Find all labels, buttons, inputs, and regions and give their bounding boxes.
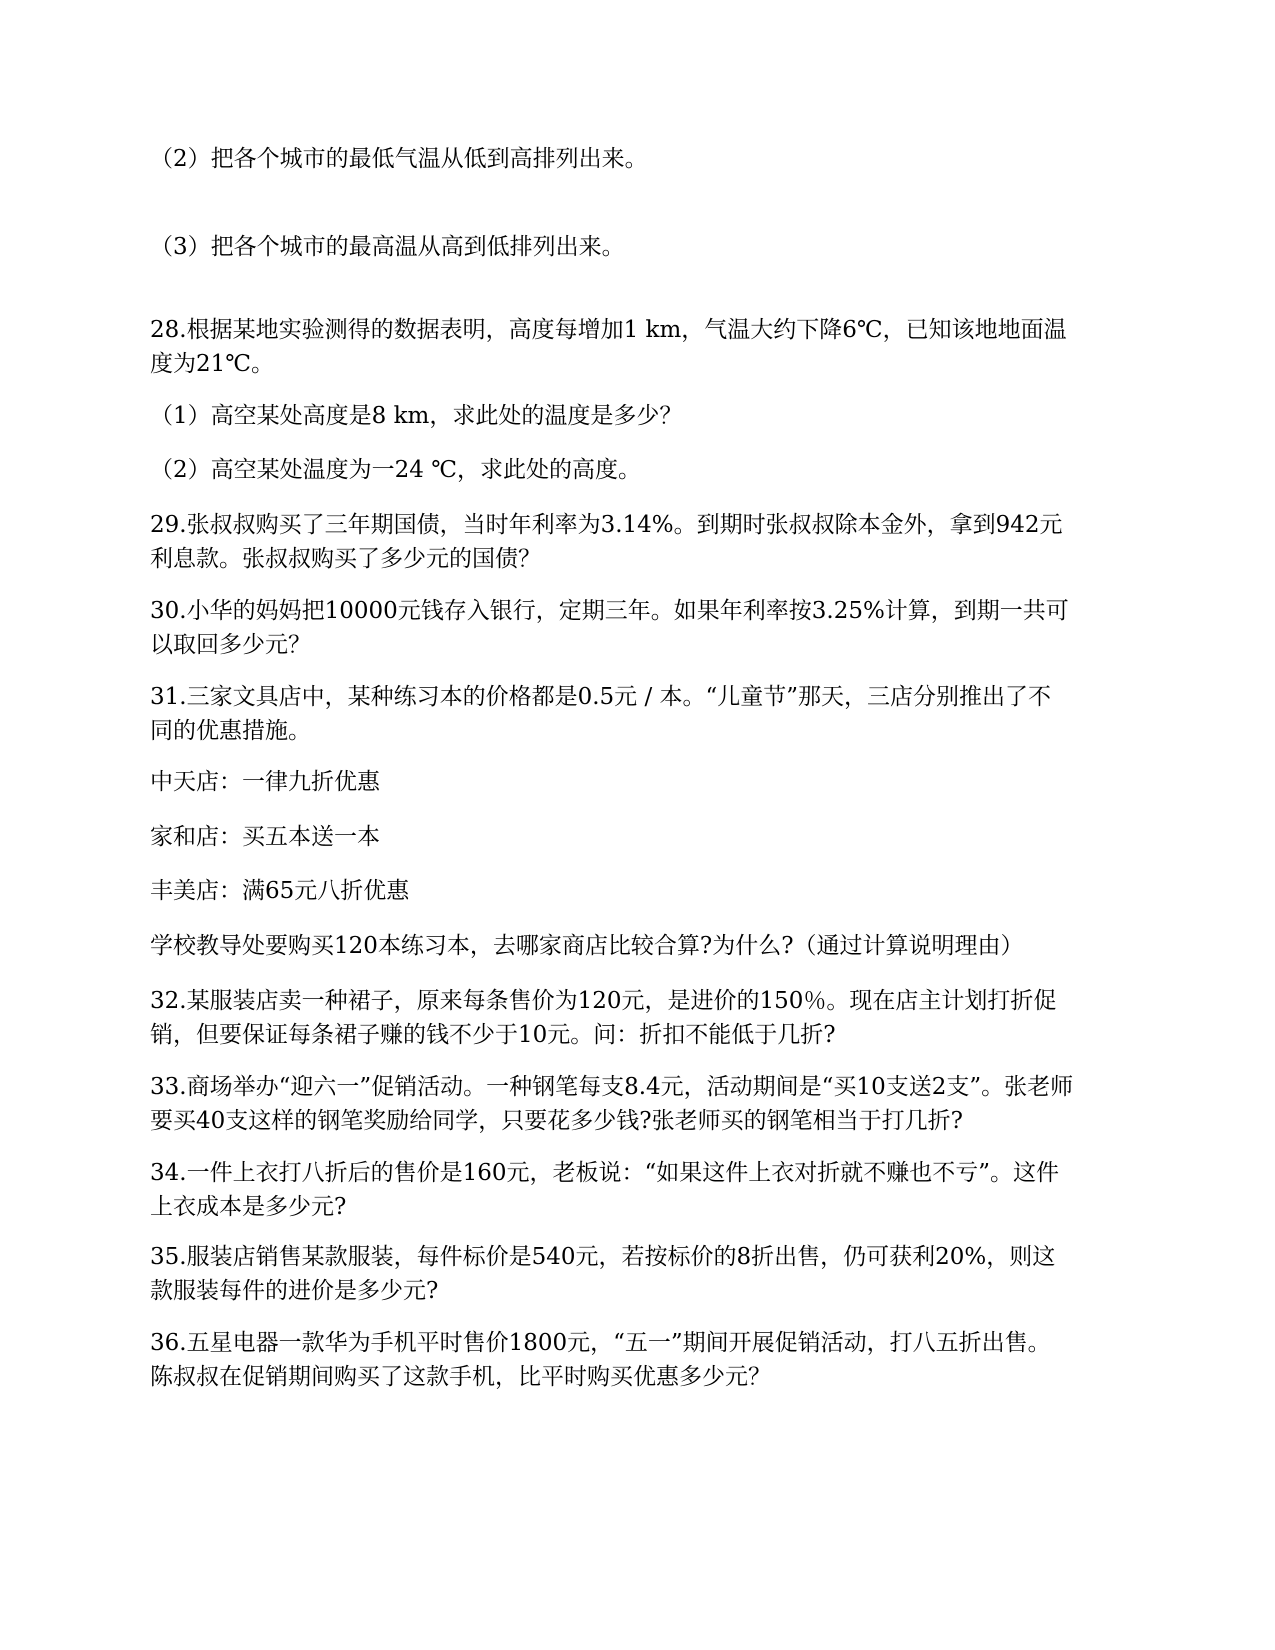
q35-line2: 款服装每件的进价是多少元? (150, 1278, 439, 1304)
q31 (150, 680, 1125, 748)
q27-part3: （3）把各个城市的最高温从高到低排列出来。 (150, 234, 625, 260)
q32-line2: 销，但要保证每条裙子赚的钱不少于10元。问：折扣不能低于几折? (150, 1022, 836, 1048)
q31-line1: 31.三家文具店中，某种练习本的价格都是0.5元 / 本。“儿童节”那天，三店分别推出了不 (150, 684, 1052, 710)
q31-line2: 同的优惠措施。 (150, 718, 311, 744)
q35-line1: 35.服装店销售某款服装，每件标价是540元，若按标价的8折出售，仍可获利20%，则这 (150, 1244, 1056, 1270)
q30-line2: 以取回多少元？ (150, 632, 311, 658)
q29-line2: 利息款。张叔叔购买了多少元的国债？ (150, 546, 541, 572)
q30-line1: 30.小华的妈妈把10000元钱存入银行，定期三年。如果年利率按3.25%计算，到期一共可 (150, 598, 1069, 624)
q36-line2: 陈叔叔在促销期间购买了这款手机，比平时购买优惠多少元？ (150, 1364, 771, 1390)
q28-part2: （2）高空某处温度为一24 ℃，求此处的高度。 (150, 457, 641, 483)
q32-line1: 32.某服装店卖一种裙子，原来每条售价为120元，是进价的150％。现在店主计划打折促 (150, 988, 1057, 1014)
q28-part1: （1）高空某处高度是8 km，求此处的温度是多少？ (150, 403, 683, 429)
q31-question: 学校教导处要购买120本练习本，去哪家商店比较合算?为什么?（通过计算说明理由） (150, 933, 1024, 959)
q36 (150, 1326, 1125, 1394)
q28-stem (150, 313, 1125, 381)
q28-stem-line2: 度为21℃。 (150, 351, 274, 377)
q30 (150, 594, 1125, 662)
q31-shop2: 家和店：买五本送一本 (150, 824, 380, 850)
q34 (150, 1156, 1125, 1224)
q34-line2: 上衣成本是多少元? (150, 1194, 347, 1220)
q34-line1: 34.一件上衣打八折后的售价是160元，老板说：“如果这件上衣对折就不赚也不亏”。这件 (150, 1160, 1059, 1186)
q27-part2: （2）把各个城市的最低气温从低到高排列出来。 (150, 146, 648, 172)
q33-line1: 33.商场举办“迎六一”促销活动。一种钢笔每支8.4元，活动期间是“买10支送2支”。张老师 (150, 1074, 1074, 1100)
q31-shop1: 中天店：一律九折优惠 (150, 769, 380, 795)
q28-stem-line1: 28.根据某地实验测得的数据表明，高度每增加1 km，气温大约下降6℃，已知该地地面温 (150, 317, 1067, 343)
q29 (150, 508, 1125, 576)
q33-line2: 要买40支这样的钢笔奖励给同学，只要花多少钱?张老师买的钢笔相当于打几折? (150, 1108, 963, 1134)
q29-line1: 29.张叔叔购买了三年期国债，当时年利率为3.14%。到期时张叔叔除本金外，拿到942元 (150, 512, 1063, 538)
q35 (150, 1240, 1125, 1308)
q36-line1: 36.五星电器一款华为手机平时售价1800元，“五一”期间开展促销活动，打八五折出售。 (150, 1330, 1051, 1356)
q32 (150, 984, 1125, 1052)
q31-shop3: 丰美店：满65元八折优惠 (150, 878, 410, 904)
q33 (150, 1070, 1125, 1138)
